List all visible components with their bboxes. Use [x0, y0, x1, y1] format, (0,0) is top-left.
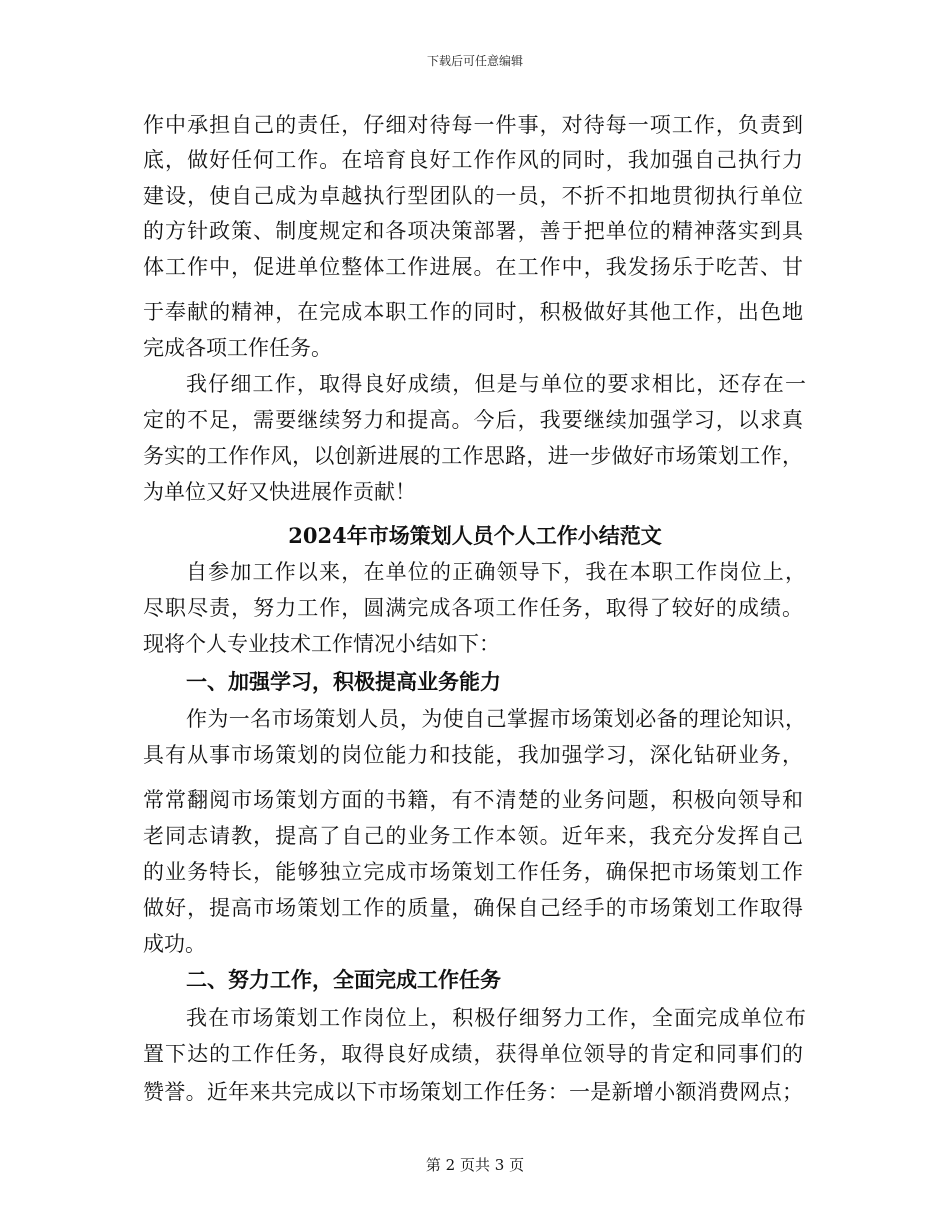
- section-title: 2024年市场策划人员个人工作小结范文: [288, 523, 662, 548]
- subheading-1: 一、加强学习，积极提高业务能力: [186, 669, 501, 694]
- page-header: 下载后可任意编辑: [426, 54, 523, 68]
- paragraph-first-line: 我仔细工作，取得良好成绩，但是与单位的要求相比，还存在一: [186, 372, 806, 396]
- body-line: 务实的工作作风，以创新进展的工作思路，进一步做好市场策划工作，: [143, 444, 803, 468]
- body-line: 成功。: [143, 932, 206, 956]
- page-number: 第 2 页共 3 页: [425, 1156, 525, 1174]
- body-line: 定的不足，需要继续努力和提高。今后，我要继续加强学习，以求真: [143, 408, 803, 432]
- body-line: 具有从事市场策划的岗位能力和技能，我加强学习，深化钻研业务，: [143, 743, 803, 767]
- body-line: 完成各项工作任务。: [143, 336, 332, 360]
- body-line: 作中承担自己的责任，仔细对待每一件事，对待每一项工作，负责到: [143, 113, 803, 137]
- body-line: 为单位又好又快进展作贡献！: [143, 480, 416, 504]
- paragraph-first-line: 作为一名市场策划人员，为使自己掌握市场策划必备的理论知识，: [186, 707, 806, 731]
- body-line: 的方针政策、制度规定和各项决策部署，善于把单位的精神落实到具: [143, 219, 803, 243]
- body-line: 于奉献的精神，在完成本职工作的同时，积极做好其他工作，出色地: [143, 300, 803, 324]
- body-line: 置下达的工作任务，取得良好成绩，获得单位领导的肯定和同事们的: [143, 1042, 803, 1066]
- body-line: 尽职尽责，努力工作，圆满完成各项工作任务，取得了较好的成绩。: [143, 596, 803, 620]
- body-line: 建设，使自己成为卓越执行型团队的一员，不折不扣地贯彻执行单位: [143, 184, 803, 208]
- body-line: 老同志请教，提高了自己的业务工作本领。近年来，我充分发挥自己: [143, 824, 803, 848]
- body-line: 现将个人专业技术工作情况小结如下：: [143, 632, 500, 656]
- body-line: 的业务特长，能够独立完成市场策划工作任务，确保把市场策划工作: [143, 860, 803, 884]
- body-line: 常常翻阅市场策划方面的书籍，有不清楚的业务问题，积极向领导和: [143, 788, 803, 812]
- subheading-2: 二、努力工作，全面完成工作任务: [186, 967, 501, 992]
- paragraph-first-line: 自参加工作以来，在单位的正确领导下，我在本职工作岗位上，: [186, 560, 806, 584]
- body-line: 做好，提高市场策划工作的质量，确保自己经手的市场策划工作取得: [143, 896, 803, 920]
- body-line: 赞誉。近年来共完成以下市场策划工作任务：一是新增小额消费网点；: [143, 1080, 803, 1104]
- paragraph-first-line: 我在市场策划工作岗位上，积极仔细努力工作，全面完成单位布: [186, 1006, 806, 1030]
- body-line: 体工作中，促进单位整体工作进展。在工作中，我发扬乐于吃苦、甘: [143, 255, 803, 279]
- body-line: 底，做好任何工作。在培育良好工作作风的同时，我加强自己执行力: [143, 148, 803, 172]
